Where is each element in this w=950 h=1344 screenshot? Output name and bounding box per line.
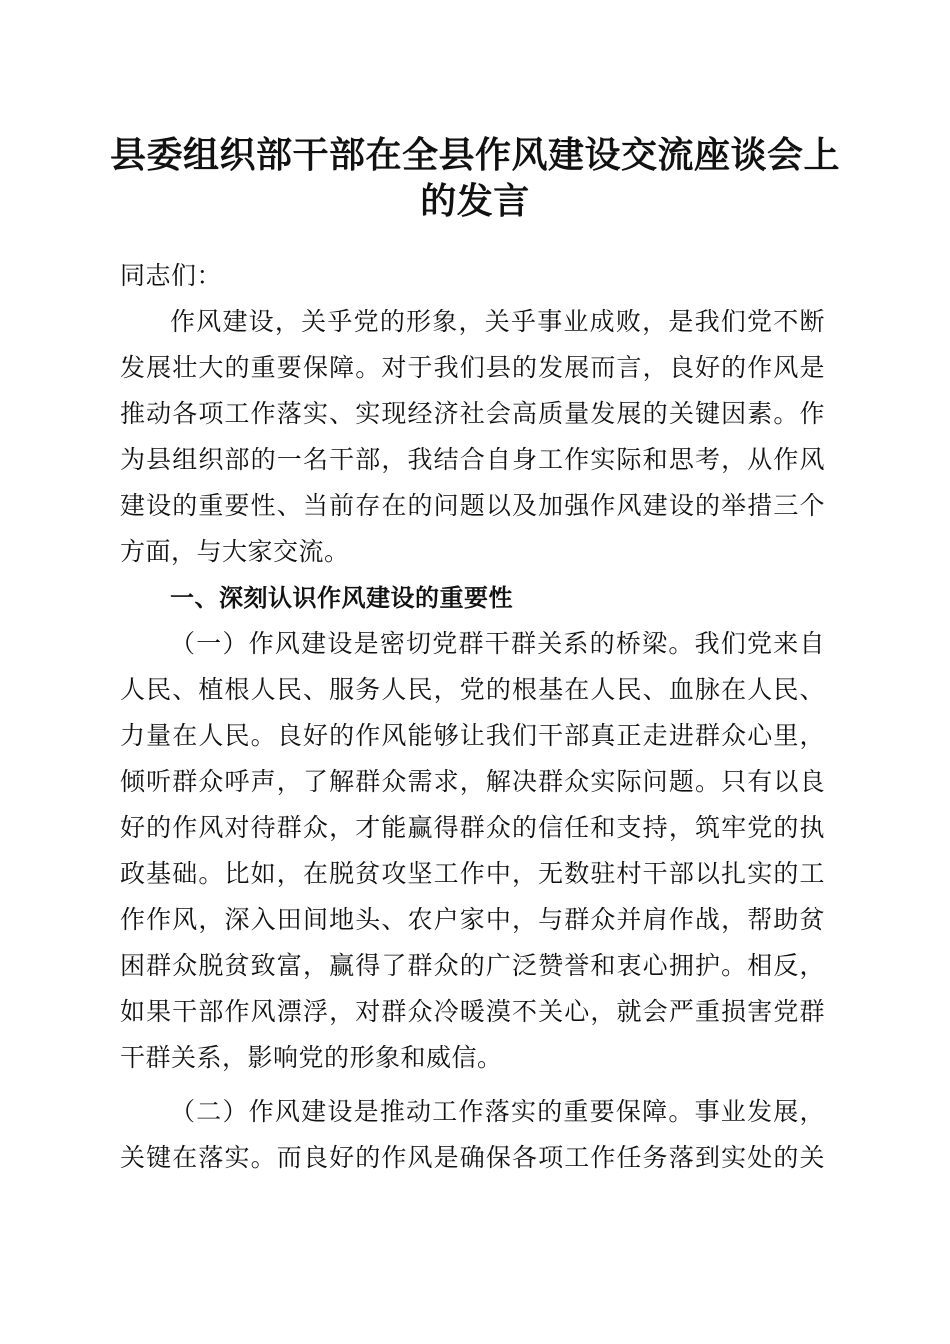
title-line: 县委组织部干部在全县作风建设交流座谈会上 [109, 135, 840, 176]
paragraph-line: 关键在落实。而良好的作风是确保各项工作任务落到实处的关 [120, 1143, 825, 1172]
document-title [100, 133, 850, 225]
title-line: 的发言 [420, 181, 530, 222]
paragraph-line: 发展壮大的重要保障。对于我们县的发展而言，良好的作风是 [120, 353, 825, 382]
paragraph-line: 如果干部作风漂浮，对群众冷暖漠不关心，就会严重损害党群 [120, 997, 825, 1026]
paragraph-line: 方面，与大家交流。 [120, 537, 350, 566]
paragraph-line: 建设的重要性、当前存在的问题以及加强作风建设的举措三个 [120, 491, 825, 520]
paragraph-line: 作作风，深入田间地头、农户家中，与群众并肩作战，帮助贫 [120, 905, 825, 934]
paragraph-line: （二）作风建设是推动工作落实的重要保障。事业发展， [170, 1097, 825, 1126]
paragraph-line: 困群众脱贫致富，赢得了群众的广泛赞誉和衷心拥护。相反， [120, 951, 825, 980]
paragraph-2 [120, 1089, 825, 1181]
paragraph-line: 人民、植根人民、服务人民，党的根基在人民、血脉在人民、 [120, 675, 825, 704]
document-body [120, 253, 825, 1181]
paragraph-gap [120, 1081, 825, 1089]
paragraph-line: 政基础。比如，在脱贫攻坚工作中，无数驻村干部以扎实的工 [120, 859, 825, 888]
intro-paragraph [120, 299, 825, 575]
paragraph-line: 倾听群众呼声，了解群众需求，解决群众实际问题。只有以良 [120, 767, 825, 796]
section-heading: 一、深刻认识作风建设的重要性 [170, 584, 513, 612]
paragraph-line: 作风建设，关乎党的形象，关乎事业成败，是我们党不断 [170, 307, 825, 336]
paragraph-1 [120, 621, 825, 1081]
paragraph-line: 力量在人民。良好的作风能够让我们干部真正走进群众心里， [120, 721, 825, 750]
paragraph-line: 好的作风对待群众，才能赢得群众的信任和支持，筑牢党的执 [120, 813, 825, 842]
salutation: 同志们： [120, 261, 223, 290]
paragraph-line: 为县组织部的一名干部，我结合自身工作实际和思考，从作风 [120, 445, 825, 474]
paragraph-line: 干群关系，影响党的形象和威信。 [120, 1043, 503, 1072]
paragraph-line: （一）作风建设是密切党群干群关系的桥梁。我们党来自 [170, 629, 825, 658]
paragraph-line: 推动各项工作落实、实现经济社会高质量发展的关键因素。作 [120, 399, 825, 428]
